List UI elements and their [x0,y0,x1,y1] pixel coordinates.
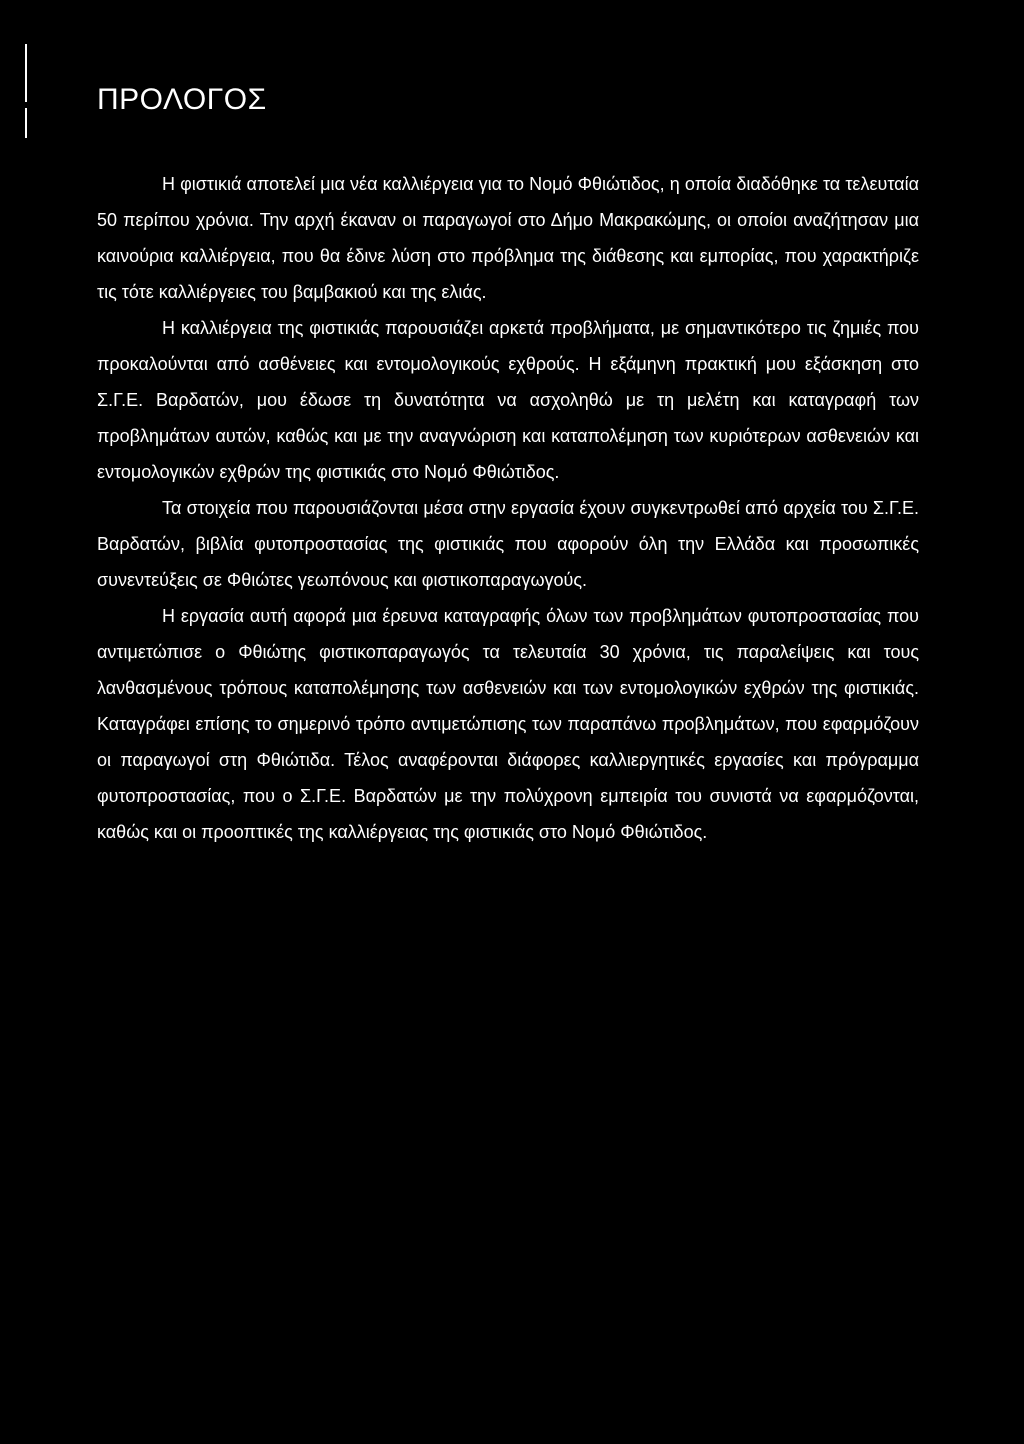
body-text [97,166,919,850]
scan-edge-line-bottom [25,108,27,138]
paragraph-2: Η καλλιέργεια της φιστικιάς παρουσιάζει αρκετά προβλήματα, με σημαντικότερο τις ζημιές που προκαλούνται από ασθένειες και εντομολογικούς εχθρούς. Η εξάμηνη πρακτική μου εξάσκηση στο Σ.Γ.Ε. Βαρδατών, μου έδωσε τη δυνατότητα να ασχοληθώ με τη μελέτη και καταγραφή των προβλημάτων αυτών, καθώς και με την αναγνώριση και καταπολέμηση των κυριότερων ασθενειών και εντομολογικών εχθρών της φιστικιάς στο Νομό Φθιώτιδος. [97,318,919,482]
page-title: ΠΡΟΛΟΓΟΣ [97,83,267,116]
scan-edge-line-top [25,44,27,102]
paragraph-1: Η φιστικιά αποτελεί μια νέα καλλιέργεια για το Νομό Φθιώτιδος, η οποία διαδόθηκε τα τελευταία 50 περίπου χρόνια. Την αρχή έκαναν οι παραγωγοί στο Δήμο Μακρακώμης, οι οποίοι αναζήτησαν μια καινούρια καλλιέργεια, που θα έδινε λύση στο πρόβλημα της διάθεσης και εμπορίας, που χαρακτήριζε τις τότε καλλιέργειες του βαμβακιού και της ελιάς. [97,174,919,302]
paragraph-3: Τα στοιχεία που παρουσιάζονται μέσα στην εργασία έχουν συγκεντρωθεί από αρχεία του Σ.Γ.Ε. Βαρδατών, βιβλία φυτοπροστασίας της φιστικιάς που αφορούν όλη την Ελλάδα και προσωπικές συνεντεύξεις σε Φθιώτες γεωπόνους και φιστικοπαραγωγούς. [97,498,919,590]
paragraph-4: Η εργασία αυτή αφορά μια έρευνα καταγραφής όλων των προβλημάτων φυτοπροστασίας που αντιμετώπισε ο Φθιώτης φιστικοπαραγωγός τα τελευταία 30 χρόνια, τις παραλείψεις και τους λανθασμένους τρόπους καταπολέμησης των ασθενειών και των εντομολογικών εχθρών της φιστικιάς. Καταγράφει επίσης το σημερινό τρόπο αντιμετώπισης των παραπάνω προβλημάτων, που εφαρμόζουν οι παραγωγοί στη Φθιώτιδα. Τέλος αναφέρονται διάφορες καλλιεργητικές εργασίες και πρόγραμμα φυτοπροστασίας, που ο Σ.Γ.Ε. Βαρδατών με την πολύχρονη εμπειρία του συνιστά να εφαρμόζονται, καθώς και οι προοπτικές της καλλιέργειας της φιστικιάς στο Νομό Φθιώτιδος. [97,606,919,842]
